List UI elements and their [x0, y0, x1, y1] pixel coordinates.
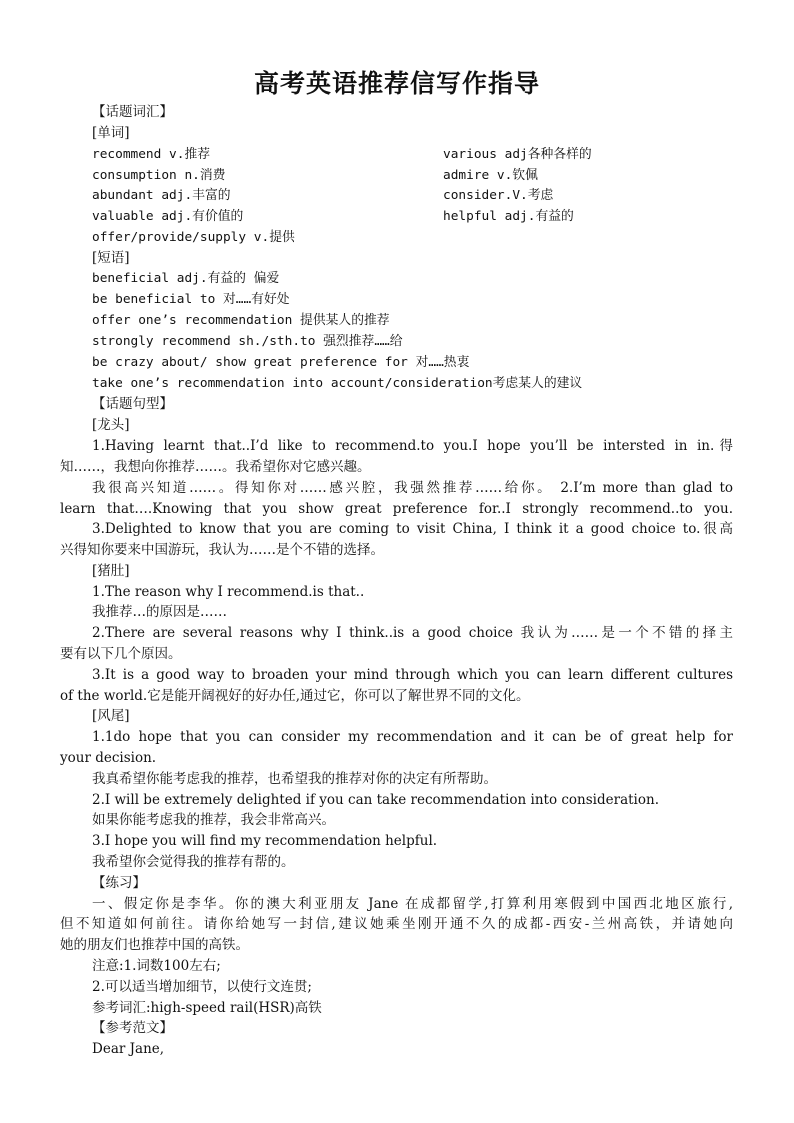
body-sentence-3-cont: of the world.它是能开阔视好的好办任,通过它，你可以了解世界不同的文化。	[60, 688, 530, 704]
word-item: consumption n.消费	[92, 168, 226, 183]
opening-sentence-1-translation: 知……，我想向你推荐……。我希望你对它感兴趣。	[60, 459, 371, 475]
subheading-opening: [龙头]	[92, 417, 130, 433]
ending-sentence-3-translation: 我希望你会觉得我的推荐有帮的。	[92, 854, 295, 870]
phrase-item: be beneficial to 对……有好处	[92, 292, 290, 307]
body-sentence-1-translation: 我推荐…的原因是……	[92, 604, 227, 620]
opening-sentence-2: 我很高兴知道……。得知你对……感兴腔，我强然推荐……给你。 2.I’m more than glad to	[92, 480, 733, 496]
page-title: 高考英语推荐信写作指导	[253, 69, 540, 98]
opening-sentence-3: 3.Delighted to know that you are coming to visit China, I think it a good choice to.很高	[92, 521, 733, 537]
practice-prompt: 一、假定你是李华。你的澳大利亚朋友 Jane 在成都留学,打算利用寒假到中国西北地区旅行,	[92, 896, 733, 912]
practice-prompt-cont: 她的朋友们也推荐中国的高铁。	[60, 937, 249, 953]
phrase-item: offer one’s recommendation 提供某人的推荐	[92, 313, 390, 328]
subheading-words: [单词]	[92, 125, 130, 141]
phrase-item: strongly recommend sh./sth.to 强烈推荐……给	[92, 334, 403, 349]
ending-sentence-2-translation: 如果你能考虑我的推荐，我会非常高兴。	[92, 812, 335, 828]
practice-note: 注意:1.词数100左右;	[92, 958, 221, 974]
practice-reference-vocab: 参考词汇:high-speed rail(HSR)高铁	[92, 1000, 322, 1016]
ending-sentence-3: 3.I hope you will find my recommendation helpful.	[92, 833, 438, 849]
word-item: abundant adj.丰富的	[92, 188, 231, 203]
word-item: valuable adj.有价值的	[92, 209, 244, 224]
body-sentence-1: 1.The reason why I recommend.is that..	[92, 584, 365, 600]
word-item: various adj各种各样的	[443, 147, 592, 162]
body-sentence-2: 2.There are several reasons why I think..is a good choice 我认为……是一个不错的择主	[92, 625, 733, 641]
phrase-item: beneficial adj.有益的 偏爱	[92, 271, 280, 286]
ending-sentence-2: 2.I will be extremely delighted if you can take recommendation into consideration.	[92, 792, 659, 808]
word-item: offer/provide/supply v.提供	[92, 230, 295, 245]
section-heading-sentences: 【话题句型】	[92, 396, 173, 412]
word-item: consider.V.考虑	[443, 188, 554, 203]
opening-sentence-1: 1.Having learnt that..I’d like to recommend.to you.I hope you’ll be intersted in in.得	[92, 438, 733, 454]
ending-sentence-1: 1.1do hope that you can consider my recommendation and it can be of great help for	[92, 729, 733, 745]
word-item: admire v.钦佩	[443, 168, 538, 183]
section-heading-vocabulary: 【话题词汇】	[92, 104, 173, 120]
subheading-phrases: [短语]	[92, 250, 130, 266]
ending-sentence-1-translation: 我真希望你能考虑我的推荐，也希望我的推荐对你的决定有所帮助。	[92, 771, 497, 787]
phrase-item: be crazy about/ show great preference for 对……热衷	[92, 355, 470, 370]
subheading-ending: [风尾]	[92, 708, 130, 724]
letter-salutation: Dear Jane,	[92, 1041, 165, 1057]
ending-sentence-1-cont: your decision.	[60, 750, 157, 766]
opening-sentence-3-translation: 兴得知你要来中国游玩，我认为……是个不错的选择。	[60, 542, 384, 558]
subheading-body: [猪肚]	[92, 563, 130, 579]
opening-sentence-2-cont: learn that….Knowing that you show great preference for..I strongly recommend..to you.	[60, 501, 733, 517]
practice-prompt-cont: 但不知道如何前往。请你给她写一封信,建议她乘坐刚开通不久的成都-西安-兰州高铁，并请她向	[60, 916, 733, 932]
practice-note: 2.可以适当增加细节，以使行文连贯;	[92, 979, 312, 995]
section-heading-practice: 【练习】	[92, 875, 146, 891]
section-heading-model-essay: 【参考范文】	[92, 1020, 173, 1036]
phrase-item: take one’s recommendation into account/consideration考虑某人的建议	[92, 376, 583, 391]
body-sentence-2-cont: 要有以下几个原因。	[60, 646, 182, 662]
word-item: helpful adj.有益的	[443, 209, 574, 224]
word-item: recommend v.推荐	[92, 147, 211, 162]
body-sentence-3: 3.It is a good way to broaden your mind through which you can learn different cultures	[92, 667, 733, 683]
